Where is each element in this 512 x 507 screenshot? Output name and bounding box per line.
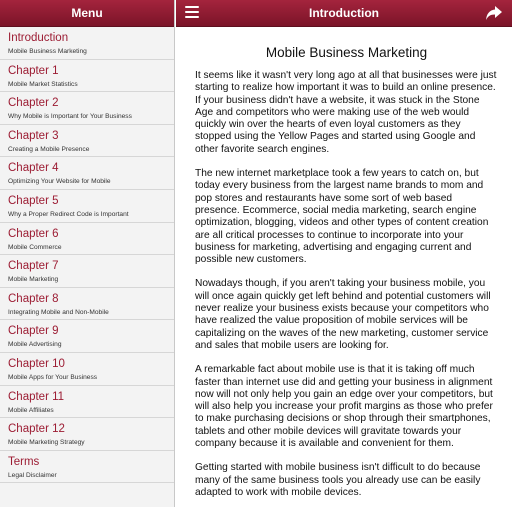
nav-item-subtitle: Mobile Marketing xyxy=(8,276,59,284)
nav-item-title: Chapter 7 xyxy=(8,260,59,273)
nav-item-chapter-7[interactable] xyxy=(0,255,174,288)
nav-item-chapter-1[interactable] xyxy=(0,60,174,93)
nav-item-terms[interactable] xyxy=(0,451,174,484)
nav-item-title: Chapter 1 xyxy=(8,64,59,77)
nav-item-subtitle: Mobile Marketing Strategy xyxy=(8,439,85,447)
nav-item-title: Chapter 8 xyxy=(8,292,59,305)
article-paragraph: Nowadays though, if you aren't taking your business mobile, you will once again quickly get left behind and potential customers will never realize your business exists because your competitors who have realized the value proposition of mobile services will be capitalizing on the waves of the new marketing, customer service and sales that mobile users are looking for. xyxy=(195,278,491,351)
nav-item-subtitle: Mobile Business Marketing xyxy=(8,48,87,55)
nav-item-subtitle: Why Mobile is Important for Your Business xyxy=(8,113,132,121)
share-arrow-icon[interactable] xyxy=(485,4,503,22)
nav-item-chapter-11[interactable] xyxy=(0,386,174,419)
sidebar-header xyxy=(0,0,174,27)
sidebar-header-title: Menu xyxy=(71,6,103,20)
nav-item-title: Chapter 3 xyxy=(8,129,59,142)
nav-item-title: Chapter 2 xyxy=(8,97,59,110)
nav-item-introduction[interactable] xyxy=(0,27,174,60)
nav-item-subtitle: Legal Disclaimer xyxy=(8,471,57,479)
nav-item-title: Chapter 6 xyxy=(8,227,59,240)
nav-item-title: Chapter 12 xyxy=(8,423,65,436)
nav-item-subtitle: Mobile Market Statistics xyxy=(8,80,78,88)
nav-item-title: Introduction xyxy=(8,32,69,44)
nav-item-chapter-3[interactable] xyxy=(0,125,174,158)
nav-item-chapter-9[interactable] xyxy=(0,320,174,353)
nav-item-chapter-6[interactable] xyxy=(0,223,174,256)
main-header xyxy=(176,0,512,27)
nav-item-subtitle: Mobile Commerce xyxy=(8,243,62,251)
nav-item-subtitle: Mobile Apps for Your Business xyxy=(8,373,98,381)
article-paragraph: Getting started with mobile business isn't difficult to do because many of the same business tools you already use can be easily adapted to work with mobile devices. xyxy=(195,462,481,498)
page-title: Introduction xyxy=(309,6,379,20)
nav-item-subtitle: Mobile Affiliates xyxy=(8,406,54,414)
nav-item-chapter-5[interactable] xyxy=(0,190,174,223)
nav-item-title: Terms xyxy=(8,455,40,468)
nav-item-subtitle: Integrating Mobile and Non-Mobile xyxy=(8,308,109,316)
nav-item-chapter-2[interactable] xyxy=(0,92,174,125)
nav-item-subtitle: Creating a Mobile Presence xyxy=(8,145,90,153)
nav-item-title: Chapter 11 xyxy=(8,390,65,403)
nav-item-chapter-4[interactable] xyxy=(0,157,174,190)
main-panel xyxy=(176,0,512,507)
article-paragraph: A remarkable fact about mobile use is that it is taking off much faster than internet use did and getting your business in alignment now will not only help you gain an edge over your competitors, but will also help you increase your profit margins as those who prefer to make purchasing decisions or shop through their smartphones, tablets and other mobile devices will gravitate towards your company because it is available and convenient for them. xyxy=(195,364,493,450)
article-paragraph: It seems like it wasn't very long ago at all that businesses were just starting to realize how important it was to build an online presence. If your business didn't have a website, it was stuck in the Stone Age and competitors who were making use of the web would quickly win over the hearts of even loyal customers as they stopped using the Yellow Pages and started using Google and other favorite search engines. xyxy=(195,70,497,155)
nav-item-chapter-12[interactable] xyxy=(0,418,174,451)
nav-item-subtitle: Mobile Advertising xyxy=(8,341,62,349)
nav-item-title: Chapter 4 xyxy=(8,162,59,175)
nav-item-subtitle: Why a Proper Redirect Code is Important xyxy=(8,210,129,218)
nav-item-title: Chapter 5 xyxy=(8,194,59,207)
hamburger-menu-icon[interactable] xyxy=(185,6,199,20)
nav-item-chapter-10[interactable] xyxy=(0,353,174,386)
chapter-list xyxy=(0,27,174,483)
nav-item-subtitle: Optimizing Your Website for Mobile xyxy=(8,178,111,186)
nav-item-chapter-8[interactable] xyxy=(0,288,174,321)
nav-item-title: Chapter 10 xyxy=(8,357,65,370)
nav-item-title: Chapter 9 xyxy=(8,325,59,338)
article-title: Mobile Business Marketing xyxy=(265,45,428,60)
article-content xyxy=(176,27,512,499)
article-paragraph: The new internet marketplace took a few years to catch on, but today every business from the largest name brands to mom and pop stores and restaurants have some sort of web based presence. Ecommerce, social media marketing, search engine optimization, blogging, videos and other types of content creation are all critical processes to continue to incorporate into your business for marketing, advertising and engaging current and possible new customers. xyxy=(195,168,489,266)
sidebar-menu xyxy=(0,0,175,507)
